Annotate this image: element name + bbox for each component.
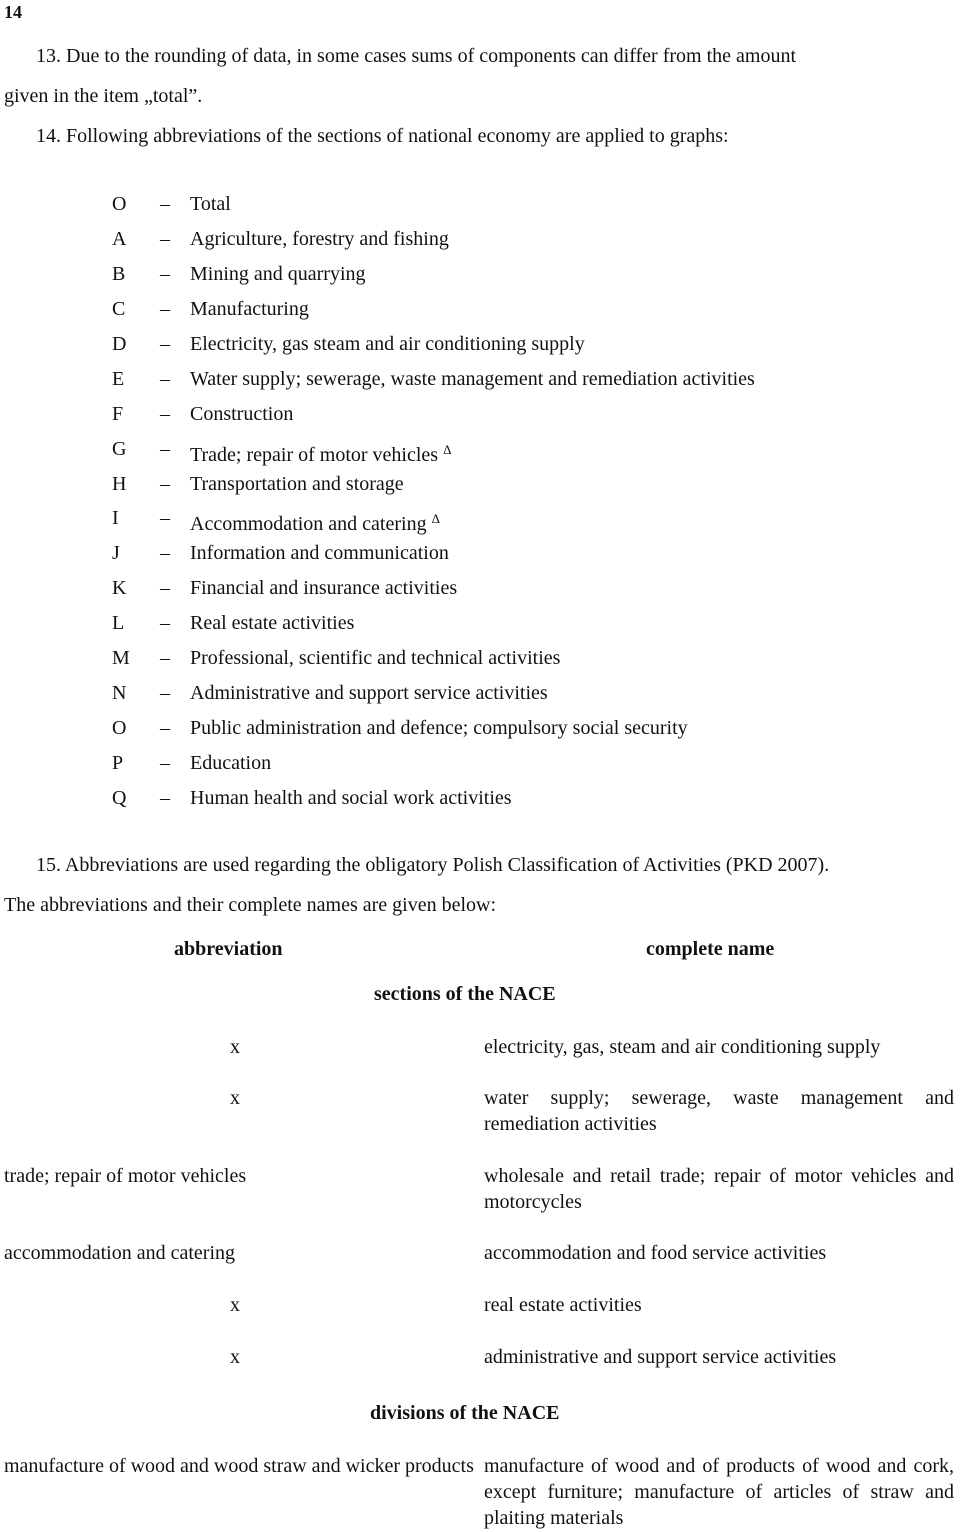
legend-dash: – — [160, 227, 170, 250]
legend-dash: – — [160, 577, 170, 600]
note-15-line2: The abbreviations and their complete names are given below: — [4, 894, 497, 916]
abbr-cell: x — [230, 1036, 240, 1058]
legend-description — [190, 292, 309, 327]
note-15 — [4, 845, 954, 925]
legend-code: K — [112, 577, 127, 600]
legend-dash: – — [160, 682, 170, 705]
legend-description-text: Accommodation and catering — [190, 513, 427, 536]
abbr-cell: x — [230, 1294, 240, 1316]
legend-description — [190, 711, 688, 746]
legend-code: H — [112, 472, 127, 495]
legend-code: L — [112, 612, 125, 635]
legend-description — [190, 746, 271, 781]
legend-description-text: Financial and insurance activities — [190, 577, 458, 600]
legend-code: A — [112, 227, 127, 250]
section-title-nace-divisions: divisions of the NACE — [370, 1402, 560, 1424]
legend-dash: – — [160, 332, 170, 355]
legend-dash: – — [160, 612, 170, 635]
legend-code: M — [112, 647, 130, 670]
legend-description-text: Electricity, gas steam and air conditioning supply — [190, 332, 585, 355]
legend-description-text: Manufacturing — [190, 297, 309, 320]
legend-description-text: Human health and social work activities — [190, 786, 512, 809]
abbr-cell: accommodation and catering — [4, 1242, 236, 1264]
legend-description-text: Professional, scientific and technical activities — [190, 647, 561, 670]
legend-description-text: Transportation and storage — [190, 472, 404, 495]
legend-description-text: Real estate activities — [190, 612, 355, 635]
legend-description — [190, 536, 449, 571]
abbr-cell: manufacture of wood and wood straw and wicker products — [4, 1455, 474, 1477]
full-name-cell: real estate activities — [484, 1294, 642, 1316]
delta-marker: Δ — [431, 511, 440, 527]
legend-description-text: Education — [190, 752, 272, 775]
legend-dash: – — [160, 437, 170, 460]
legend-dash: – — [160, 472, 170, 495]
note-15-line1: 15. Abbreviations are used regarding the obligatory Polish Classification of Activities (PKD 2007). — [36, 854, 830, 876]
delta-marker: Δ — [443, 441, 452, 457]
legend-dash: – — [160, 262, 170, 285]
note-13-line2: given in the item „total”. — [4, 85, 203, 107]
full-name-cell: water supply; sewerage, waste management and remediation activities — [484, 1087, 954, 1135]
legend-dash: – — [160, 542, 170, 565]
legend-dash: – — [160, 193, 170, 215]
legend-dash: – — [160, 367, 170, 390]
legend-description-text: Public administration and defence; compulsory social security — [190, 717, 688, 740]
abbr-cell: x — [230, 1087, 240, 1109]
legend-description — [190, 641, 560, 676]
legend-description-text: Total — [190, 193, 231, 215]
note-14-text: 14. Following abbreviations of the sections of national economy are applied to graphs: — [36, 125, 729, 147]
legend-dash: – — [160, 297, 170, 320]
section-title-nace-sections: sections of the NACE — [374, 983, 556, 1005]
legend-code: N — [112, 682, 127, 705]
legend-code: G — [112, 437, 127, 460]
legend-code: C — [112, 297, 126, 320]
legend-code: F — [112, 402, 124, 425]
legend-dash: – — [160, 402, 170, 425]
legend-description-text: Trade; repair of motor vehicles — [190, 443, 439, 466]
legend-description — [190, 781, 512, 816]
legend-description — [190, 397, 293, 432]
legend-description — [190, 467, 404, 502]
legend-description — [190, 327, 585, 362]
full-name-cell: electricity, gas, steam and air conditioning supply — [484, 1036, 881, 1058]
legend-dash: – — [160, 717, 170, 740]
legend-code: J — [112, 542, 120, 565]
legend-description — [190, 257, 366, 292]
note-13-line1: 13. Due to the rounding of data, in some cases sums of components can differ from the amount — [36, 45, 797, 67]
abbr-cell: x — [230, 1346, 240, 1368]
legend-code: P — [112, 752, 124, 775]
legend-description-text: Information and communication — [190, 542, 449, 565]
legend-dash: – — [160, 786, 170, 809]
legend-dash: – — [160, 647, 170, 670]
legend-description-text: Water supply; sewerage, waste management and remediation activities — [190, 367, 755, 390]
legend-description-text: Mining and quarrying — [190, 262, 366, 285]
note-14 — [4, 116, 954, 156]
legend-dash: – — [160, 752, 170, 775]
legend-code: I — [112, 507, 119, 530]
legend-code: Q — [112, 786, 127, 809]
legend-description — [190, 571, 457, 606]
column-header-abbreviation: abbreviation — [174, 938, 283, 960]
full-name-cell: administrative and support service activities — [484, 1346, 837, 1368]
legend-description-text: Agriculture, forestry and fishing — [190, 227, 449, 250]
column-header-complete-name: complete name — [646, 938, 775, 960]
note-13 — [4, 36, 954, 116]
full-name-cell: wholesale and retail trade; repair of motor vehicles and motorcycles — [484, 1165, 954, 1213]
legend-code: O — [112, 193, 127, 215]
legend-description — [190, 676, 548, 711]
legend-code: E — [112, 367, 125, 390]
abbr-cell: trade; repair of motor vehicles — [4, 1165, 247, 1187]
legend-description-text: Administrative and support service activities — [190, 682, 548, 705]
page-number: 14 — [4, 2, 22, 22]
legend-description — [190, 362, 755, 397]
legend-dash: – — [160, 507, 170, 530]
legend-code: D — [112, 332, 127, 355]
legend-code: B — [112, 262, 126, 285]
legend-description — [190, 222, 449, 257]
full-name-cell: manufacture of wood and of products of wood and cork, except furniture; manufacture of articles of straw and plaiting materials — [484, 1455, 954, 1529]
legend-description-text: Construction — [190, 402, 294, 425]
legend-description — [190, 606, 354, 641]
legend-description — [190, 187, 231, 222]
full-name-cell: accommodation and food service activities — [484, 1242, 827, 1264]
legend-code: O — [112, 717, 127, 740]
